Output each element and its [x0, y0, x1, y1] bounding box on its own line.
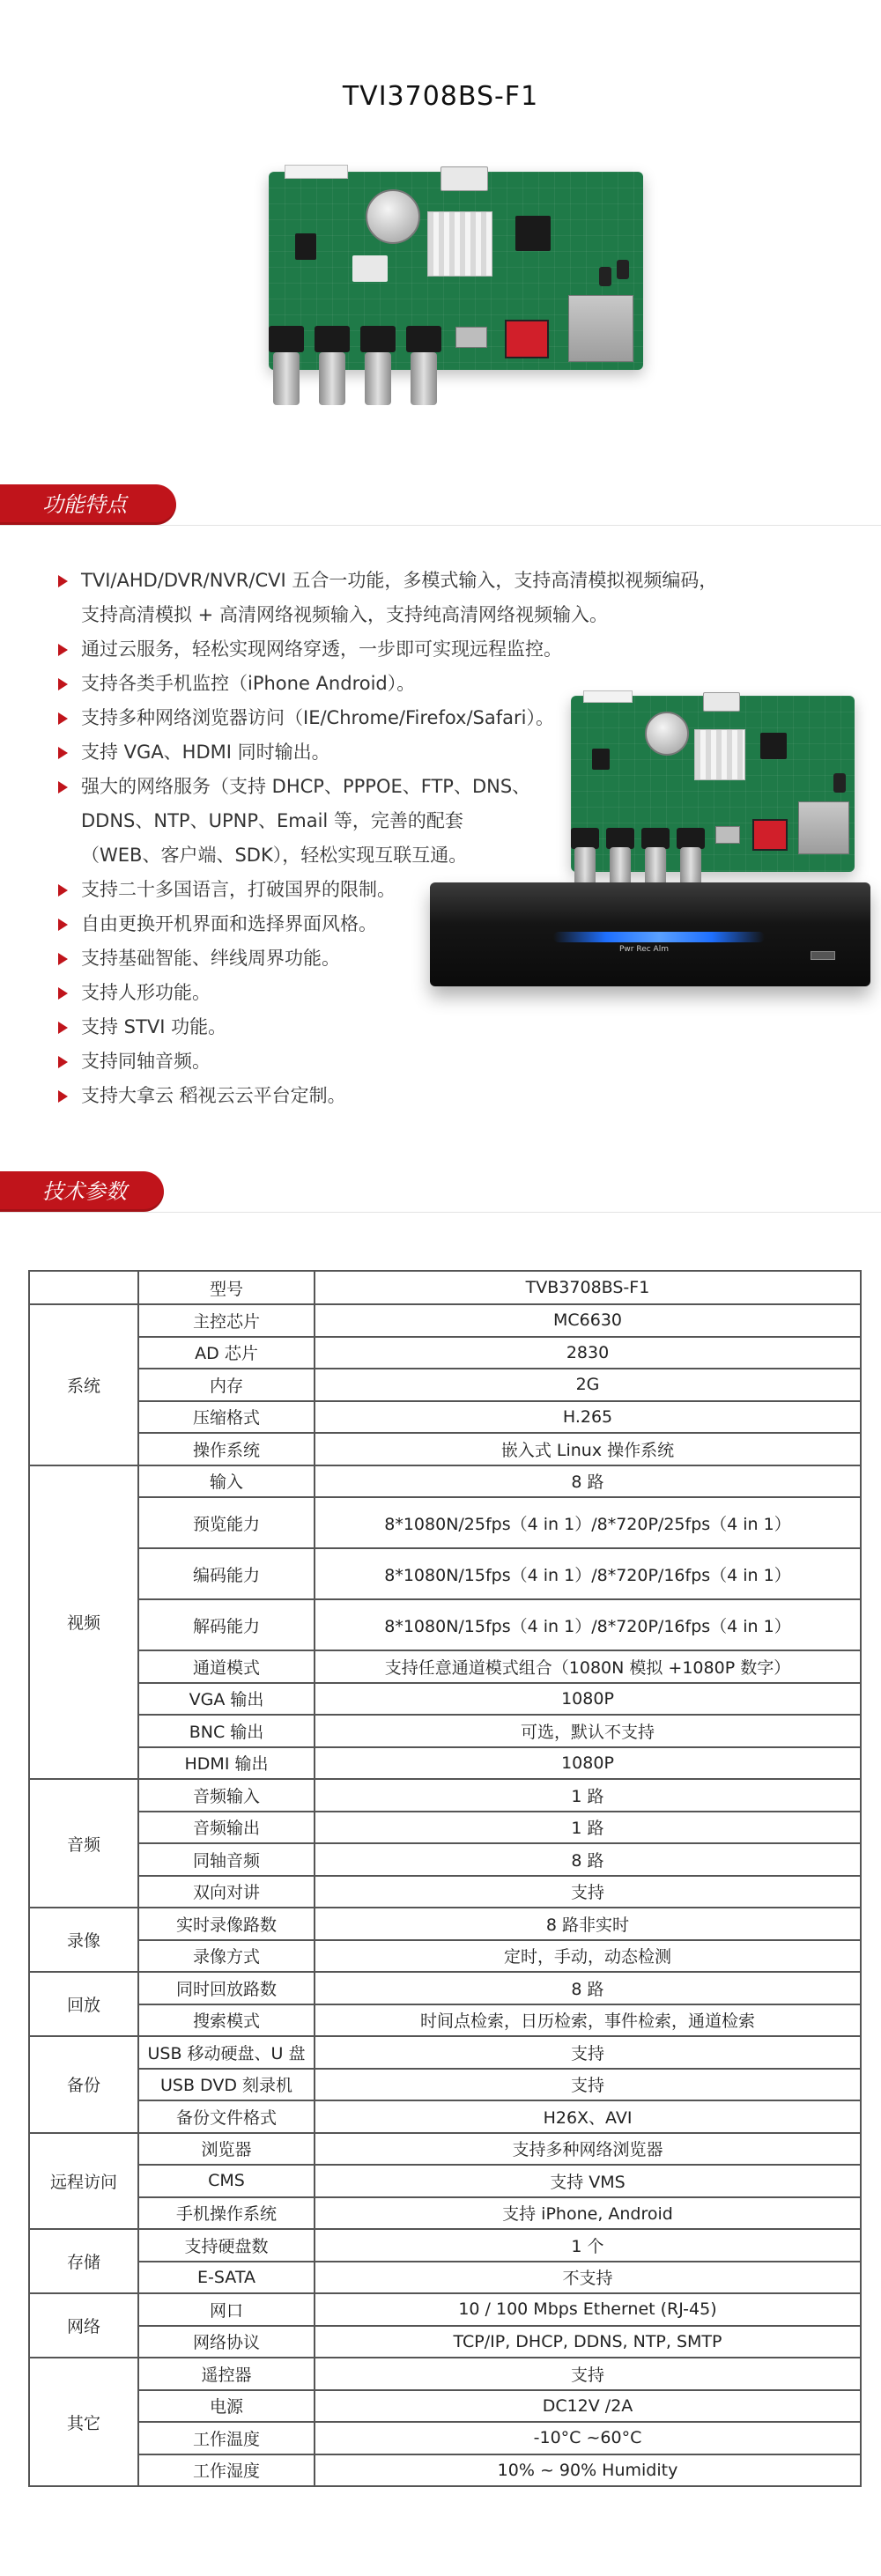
triangle-bullet-icon: [58, 987, 68, 1000]
table-cell-label: 解码能力: [138, 1599, 315, 1650]
table-cell-label: 压缩格式: [138, 1401, 315, 1434]
table-cell-value: 支持 iPhone, Android: [315, 2197, 861, 2230]
feature-item: 通过云服务，轻松实现网络穿透，一步即可实现远程监控。: [55, 632, 848, 667]
table-cell-value: 10% ~ 90% Humidity: [315, 2454, 861, 2487]
feature-item: 支持基础智能、绊线周界功能。: [55, 941, 848, 976]
table-cell-group: 回放: [29, 1972, 138, 2036]
feature-item: 支持多种网络浏览器访问（IE/Chrome/Firefox/Safari）。: [55, 701, 848, 735]
table-cell-value: 支持任意通道模式组合（1080N 模拟 +1080P 数字）: [315, 1650, 861, 1683]
triangle-bullet-icon: [58, 781, 68, 793]
table-cell-value: 时间点检索，日历检索，事件检索，通道检索: [315, 2004, 861, 2037]
table-cell-label: 同轴音频: [138, 1843, 315, 1876]
table-cell-label: AD 芯片: [138, 1337, 315, 1369]
table-cell-label: 备份文件格式: [138, 2100, 315, 2133]
table-row: [29, 2358, 861, 2390]
triangle-bullet-icon: [58, 712, 68, 725]
table-cell-value: -10°C ~60°C: [315, 2422, 861, 2454]
table-row: [29, 2229, 861, 2262]
table-row: [29, 1599, 861, 1650]
table-row: [29, 1369, 861, 1401]
triangle-bullet-icon: [58, 575, 68, 587]
triangle-bullet-icon: [58, 1056, 68, 1068]
table-cell-value: 8 路: [315, 1465, 861, 1498]
table-cell-label: 电源: [138, 2390, 315, 2423]
table-cell-value: 1080P: [315, 1747, 861, 1780]
table-row: [29, 1779, 861, 1812]
table-row: [29, 2069, 861, 2101]
table-cell-label: 工作湿度: [138, 2454, 315, 2487]
triangle-bullet-icon: [58, 919, 68, 931]
table-row: [29, 1465, 861, 1498]
table-cell-value: 10 / 100 Mbps Ethernet (RJ-45): [315, 2293, 861, 2326]
dvr-box-photo: [430, 882, 870, 986]
table-row: [29, 1497, 861, 1548]
table-cell-group: 系统: [29, 1304, 138, 1465]
table-cell-value: 8 路: [315, 1843, 861, 1876]
table-cell-value: TCP/IP, DHCP, DDNS, NTP, SMTP: [315, 2326, 861, 2358]
board-photo-top: [269, 172, 643, 370]
table-cell-group: 网络: [29, 2293, 138, 2358]
table-cell-value: 1 路: [315, 1779, 861, 1812]
table-cell-label: 实时录像路数: [138, 1908, 315, 1940]
table-row: [29, 1876, 861, 1908]
table-cell-label: 音频输出: [138, 1812, 315, 1844]
table-row: [29, 2197, 861, 2230]
table-row: [29, 1433, 861, 1465]
table-cell-label: CMS: [138, 2165, 315, 2197]
triangle-bullet-icon: [58, 1022, 68, 1034]
table-cell-value: 支持多种网络浏览器: [315, 2133, 861, 2166]
table-row: [29, 2262, 861, 2294]
table-cell-value: 可选，默认不支持: [315, 1715, 861, 1747]
table-cell-group: 备份: [29, 2036, 138, 2133]
table-cell-value: 支持: [315, 2036, 861, 2069]
table-row: [29, 1401, 861, 1434]
table-cell-value: 8*1080N/15fps（4 in 1）/8*720P/16fps（4 in 1）: [315, 1548, 861, 1599]
table-cell-label: 型号: [138, 1271, 315, 1304]
table-row: [29, 1650, 861, 1683]
table-row: [29, 2004, 861, 2037]
feature-item: 自由更换开机界面和选择界面风格。: [55, 907, 848, 941]
table-cell-group: 音频: [29, 1779, 138, 1908]
feature-item: TVI/AHD/DVR/NVR/CVI 五合一功能，多模式输入，支持高清模拟视频编码， 支持高清模拟 + 高清网络视频输入，支持纯高清网络视频输入。: [55, 564, 848, 632]
table-row: [29, 1271, 861, 1304]
table-row: [29, 2036, 861, 2069]
table-cell-value: MC6630: [315, 1304, 861, 1337]
usb-port-icon: [811, 951, 835, 960]
table-row: [29, 2133, 861, 2166]
table-cell-value: H26X、AVI: [315, 2100, 861, 2133]
table-cell-value: 不支持: [315, 2262, 861, 2294]
table-row: [29, 1337, 861, 1369]
table-cell-label: E-SATA: [138, 2262, 315, 2294]
table-cell-group: 远程访问: [29, 2133, 138, 2230]
table-cell-label: USB DVD 刻录机: [138, 2069, 315, 2101]
feature-item: 支持 STVI 功能。: [55, 1010, 848, 1044]
feature-item: 支持二十多国语言，打破国界的限制。: [55, 873, 848, 907]
table-cell-group: 录像: [29, 1908, 138, 1972]
table-cell-label: 支持硬盘数: [138, 2229, 315, 2262]
triangle-bullet-icon: [58, 678, 68, 690]
table-cell-value: 1080P: [315, 1683, 861, 1716]
table-row: [29, 1304, 861, 1337]
table-row: [29, 1747, 861, 1780]
feature-item: 强大的网络服务（支持 DHCP、PPPOE、FTP、DNS、 DDNS、NTP、UPNP、Email 等，完善的配套 （WEB、客户端、SDK），轻松实现互联互通。: [55, 770, 848, 873]
feature-item: 支持大拿云 稻视云云平台定制。: [55, 1079, 848, 1113]
table-row: [29, 2422, 861, 2454]
features-section-badge: 功能特点: [0, 484, 176, 525]
table-cell-group: 其它: [29, 2358, 138, 2486]
table-cell-value: 8*1080N/15fps（4 in 1）/8*720P/16fps（4 in 1）: [315, 1599, 861, 1650]
table-cell-label: 手机操作系统: [138, 2197, 315, 2230]
table-row: [29, 2454, 861, 2487]
table-cell-value: 8 路: [315, 1972, 861, 2004]
table-cell-label: 搜索模式: [138, 2004, 315, 2037]
table-cell-value: 8*1080N/25fps（4 in 1）/8*720P/25fps（4 in 1）: [315, 1497, 861, 1548]
table-cell-value: 2G: [315, 1369, 861, 1401]
table-row: [29, 1940, 861, 1973]
table-row: [29, 1972, 861, 2004]
feature-item: 支持 VGA、HDMI 同时输出。: [55, 735, 848, 770]
table-cell-value: 支持: [315, 1876, 861, 1908]
table-cell-value: 定时，手动，动态检测: [315, 1940, 861, 1973]
product-title: TVI3708BS-F1: [342, 81, 539, 112]
triangle-bullet-icon: [58, 747, 68, 759]
table-row: [29, 1548, 861, 1599]
table-cell-value: DC12V /2A: [315, 2390, 861, 2423]
table-cell-label: 浏览器: [138, 2133, 315, 2166]
spec-table: [28, 1270, 862, 2487]
table-row: [29, 2390, 861, 2423]
table-cell-label: 音频输入: [138, 1779, 315, 1812]
table-cell-label: 预览能力: [138, 1497, 315, 1548]
table-cell-label: 主控芯片: [138, 1304, 315, 1337]
table-cell-group: 视频: [29, 1465, 138, 1780]
table-cell-group: 存储: [29, 2229, 138, 2293]
table-cell-label: 同时回放路数: [138, 1972, 315, 2004]
table-cell-label: HDMI 输出: [138, 1747, 315, 1780]
triangle-bullet-icon: [58, 1090, 68, 1103]
dvr-front-label: Pwr Rec Alm: [619, 945, 669, 954]
table-cell-label: 遥控器: [138, 2358, 315, 2390]
table-cell-value: 支持: [315, 2358, 861, 2390]
table-cell-value: 1 路: [315, 1812, 861, 1844]
table-row: [29, 2100, 861, 2133]
table-row: [29, 1908, 861, 1940]
feature-item: 支持同轴音频。: [55, 1044, 848, 1079]
table-cell-label: 网口: [138, 2293, 315, 2326]
specs-section-badge: 技术参数: [0, 1171, 164, 1212]
table-cell-value: 8 路非实时: [315, 1908, 861, 1940]
table-cell-label: 网络协议: [138, 2326, 315, 2358]
table-cell-label: BNC 输出: [138, 1715, 315, 1747]
table-cell-label: 双向对讲: [138, 1876, 315, 1908]
table-cell-label: 工作温度: [138, 2422, 315, 2454]
table-cell-value: 2830: [315, 1337, 861, 1369]
table-cell-value: 支持: [315, 2069, 861, 2101]
table-cell-label: 内存: [138, 1369, 315, 1401]
feature-item: 支持各类手机监控（iPhone Android）。: [55, 667, 848, 701]
table-cell-value: 1 个: [315, 2229, 861, 2262]
table-cell-label: 通道模式: [138, 1650, 315, 1683]
table-row: [29, 1683, 861, 1716]
table-cell-empty: [29, 1271, 138, 1304]
feature-item: 支持人形功能。: [55, 976, 848, 1010]
table-row: [29, 1843, 861, 1876]
table-cell-label: USB 移动硬盘、U 盘: [138, 2036, 315, 2069]
table-row: [29, 2165, 861, 2197]
table-cell-label: VGA 输出: [138, 1683, 315, 1716]
table-cell-value: 支持 VMS: [315, 2165, 861, 2197]
table-cell-label: 操作系统: [138, 1433, 315, 1465]
table-cell-value: H.265: [315, 1401, 861, 1434]
triangle-bullet-icon: [58, 953, 68, 965]
table-row: [29, 2293, 861, 2326]
triangle-bullet-icon: [58, 644, 68, 656]
table-cell-value: 嵌入式 Linux 操作系统: [315, 1433, 861, 1465]
table-row: [29, 1715, 861, 1747]
table-cell-label: 输入: [138, 1465, 315, 1498]
table-cell-label: 录像方式: [138, 1940, 315, 1973]
table-row: [29, 2326, 861, 2358]
board-photo-secondary: [571, 696, 855, 872]
table-row: [29, 1812, 861, 1844]
table-cell-value: TVB3708BS-F1: [315, 1271, 861, 1304]
table-cell-label: 编码能力: [138, 1548, 315, 1599]
triangle-bullet-icon: [58, 884, 68, 897]
